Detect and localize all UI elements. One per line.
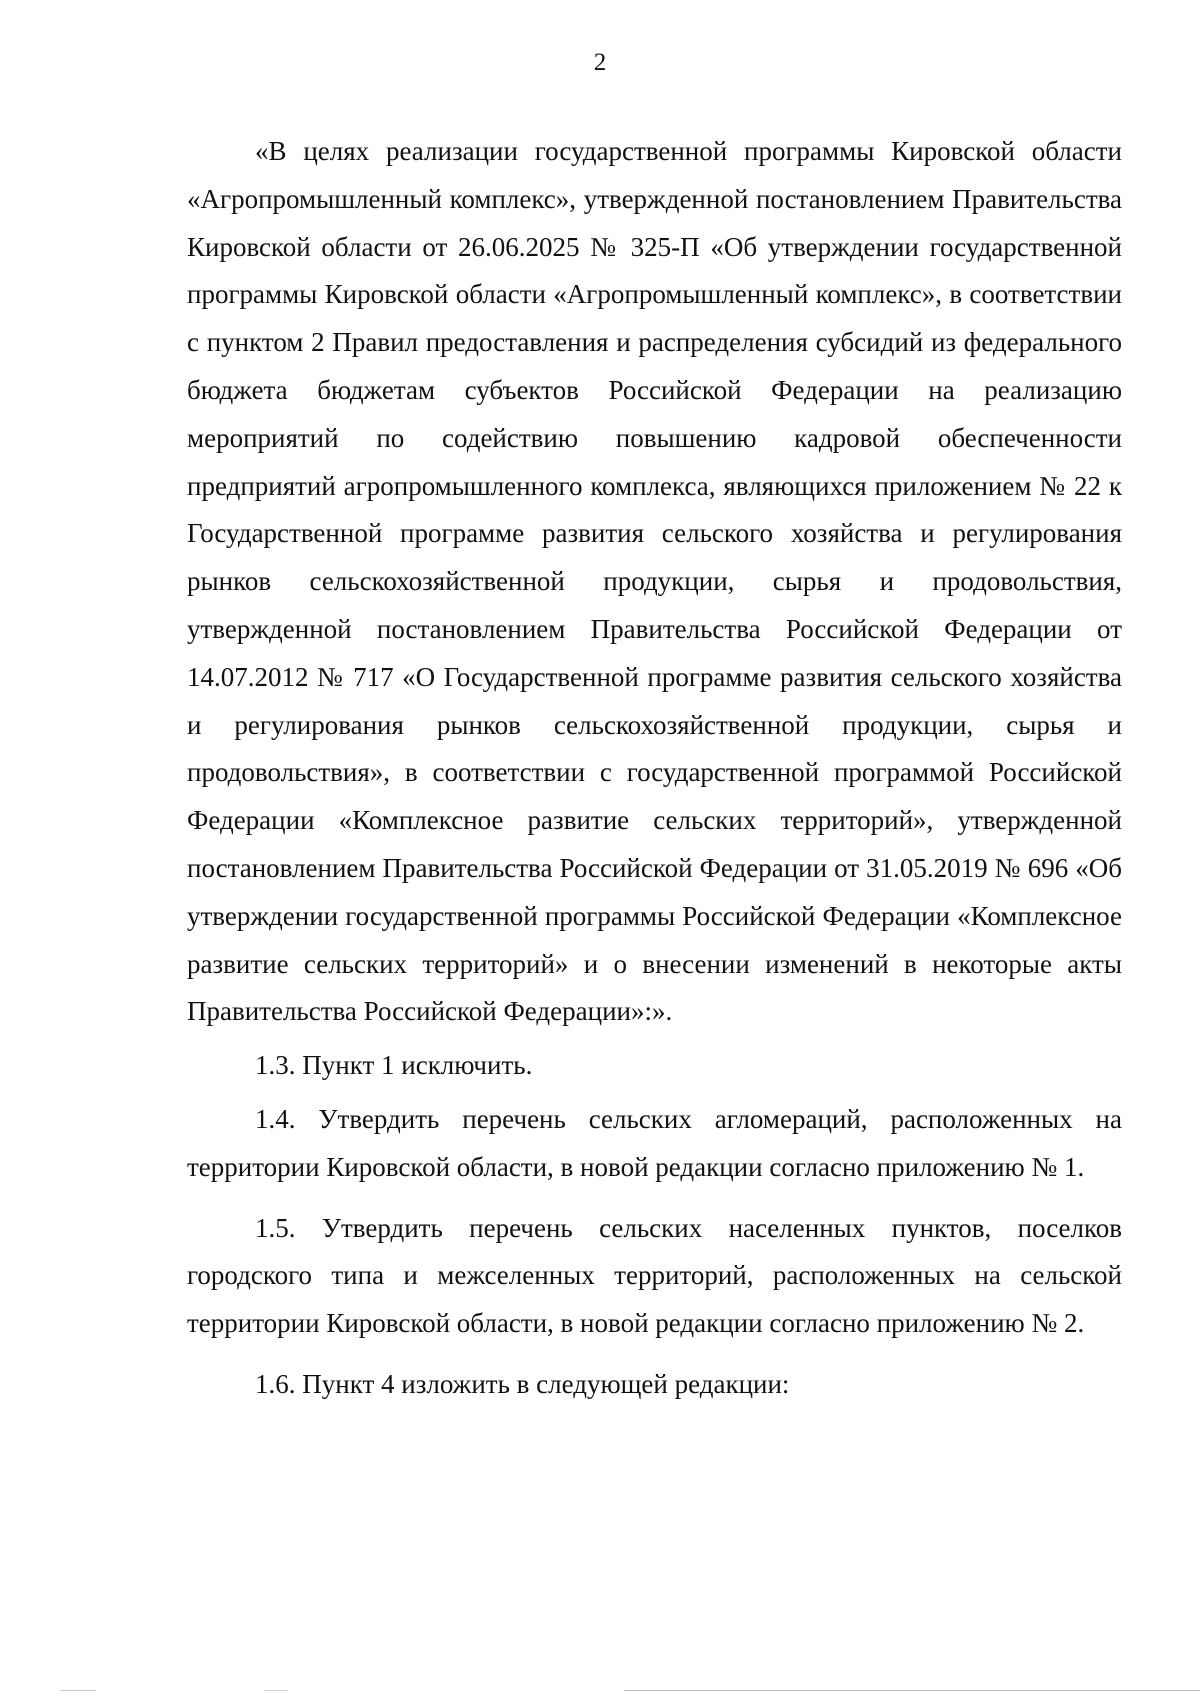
paragraph-1-3: 1.3. Пункт 1 исключить. xyxy=(255,1050,533,1081)
page-number: 2 xyxy=(593,49,607,76)
paragraph-1-4: 1.4. Утвердить перечень сельских агломераций, расположенных на территории Кировской области, в новой редакции согласно приложению № 1. xyxy=(187,1103,1122,1182)
paragraph-1-6: 1.6. Пункт 4 изложить в следующей редакции: xyxy=(255,1368,790,1399)
paragraph-1-5: 1.5. Утвердить перечень сельских населенных пунктов, поселков городского типа и межселенных территорий, расположенных на сельской территории Кировской области, в новой редакции согласно приложению № 2. xyxy=(187,1212,1122,1339)
document-body xyxy=(187,128,1122,1409)
scan-edge-line xyxy=(0,1690,1200,1691)
paragraph-preamble: «В целях реализации государственной программы Кировской области «Агропромышленный комплекс», утвержденной постановлением Правительства Кировской области от 26.06.2025 № 325-П «Об утверждении государственной программы Кировской области «Агропромышленный комплекс», в соответствии с пунктом 2 Правил предоставления и распределения субсидий из федерального бюджета бюджетам субъектов Российской Федерации на реализацию мероприятий по содействию повышению кадровой обеспеченности предприятий агропромышленного комплекса, являющихся приложением № 22 к Государственной программе развития сельского хозяйства и регулирования рынков сельскохозяйственной продукции, сырья и продовольствия, утвержденной постановлением Правительства Российской Федерации от 14.07.2012 № 717 «О Государственной программе развития сельского хозяйства и регулирования рынков сельскохозяйственной продукции, сырья и продовольствия», в соответствии с государственной программой Российской Федерации «Комплексное развитие сельских территорий», утвержденной постановлением Правительства Российской Федерации от 31.05.2019 № 696 «Об утверждении государственной программы Российской Федерации «Комплексное развитие сельских территорий» и о внесении изменений в некоторые акты Правительства Российской Федерации»:». xyxy=(187,136,1122,1027)
